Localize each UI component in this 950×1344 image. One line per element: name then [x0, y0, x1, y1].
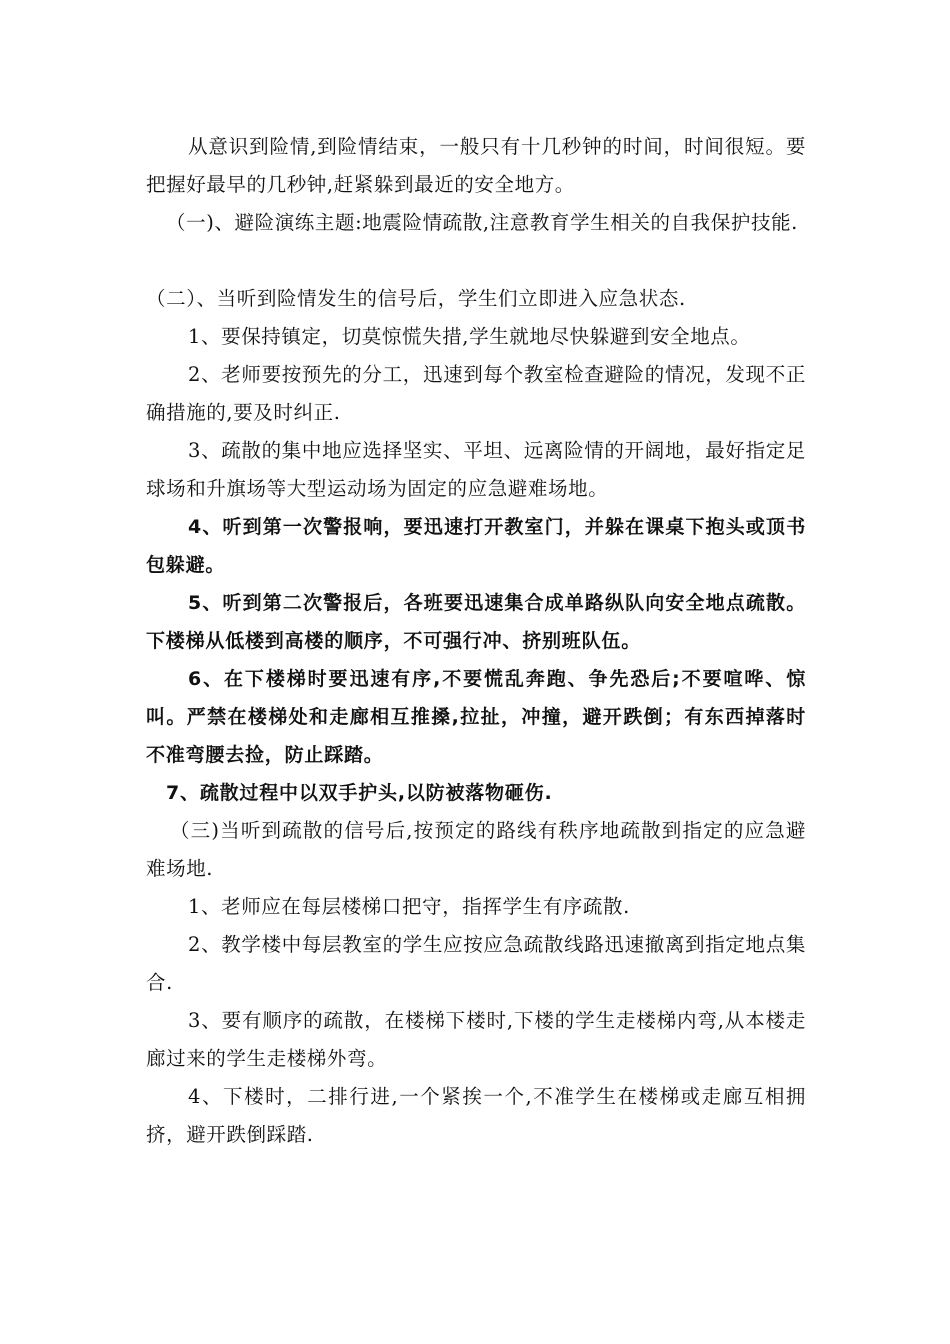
list-item-3-2: 2、教学楼中每层教室的学生应按应急疏散线路迅速撤离到指定地点集合. — [146, 933, 806, 994]
list-item-2-2: 2、老师要按预先的分工，迅速到每个教室检查避险的情况，发现不正确措施的,要及时纠正. — [146, 363, 806, 424]
list-item-2-7: 7、疏散过程中以双手护头,以防被落物砸伤. — [166, 782, 553, 804]
list-item-2-1: 1、要保持镇定，切莫惊慌失措,学生就地尽快躲避到安全地点。 — [188, 325, 751, 348]
list-item-2-4: 4、听到第一次警报响，要迅速打开教室门，并躲在课桌下抱头或顶书包躲避。 — [146, 516, 806, 576]
list-item-3-4: 4、下楼时，二排行进,一个紧挨一个,不准学生在楼梯或走廊互相拥挤，避开跌倒踩踏. — [146, 1085, 806, 1146]
section-heading-1: （一)、避险演练主题:地震险情疏散,注意教育学生相关的自我保护技能. — [166, 211, 798, 234]
list-item-2-3: 3、疏散的集中地应选择坚实、平坦、远离险情的开阔地，最好指定足球场和升旗场等大型运动场为固定的应急避难场地。 — [146, 439, 806, 500]
list-item-3-1: 1、老师应在每层楼梯口把守，指挥学生有序疏散. — [188, 895, 630, 918]
list-item-2-6: 6、在下楼梯时要迅速有序,不要慌乱奔跑、争先恐后;不要喧哗、惊叫。严禁在楼梯处和走廊相互推搡,拉扯，冲撞，避开跌倒；有东西掉落时不准弯腰去捡，防止踩踏。 — [146, 668, 806, 766]
section-heading-3: （三)当听到疏散的信号后,按预定的路线有秩序地疏散到指定的应急避难场地. — [146, 819, 806, 880]
paragraph-intro: 从意识到险情,到险情结束，一般只有十几秒钟的时间，时间很短。要把握好最早的几秒钟,赶紧躲到最近的安全地方。 — [146, 135, 806, 196]
list-item-3-3: 3、要有顺序的疏散，在楼梯下楼时,下楼的学生走楼梯内弯,从本楼走廊过来的学生走楼梯外弯。 — [146, 1009, 806, 1070]
list-item-2-5: 5、听到第二次警报后，各班要迅速集合成单路纵队向安全地点疏散。下楼梯从低楼到高楼的顺序，不可强行冲、挤别班队伍。 — [146, 592, 806, 652]
section-heading-2: （二）、当听到险情发生的信号后，学生们立即进入应急状态. — [146, 287, 686, 310]
